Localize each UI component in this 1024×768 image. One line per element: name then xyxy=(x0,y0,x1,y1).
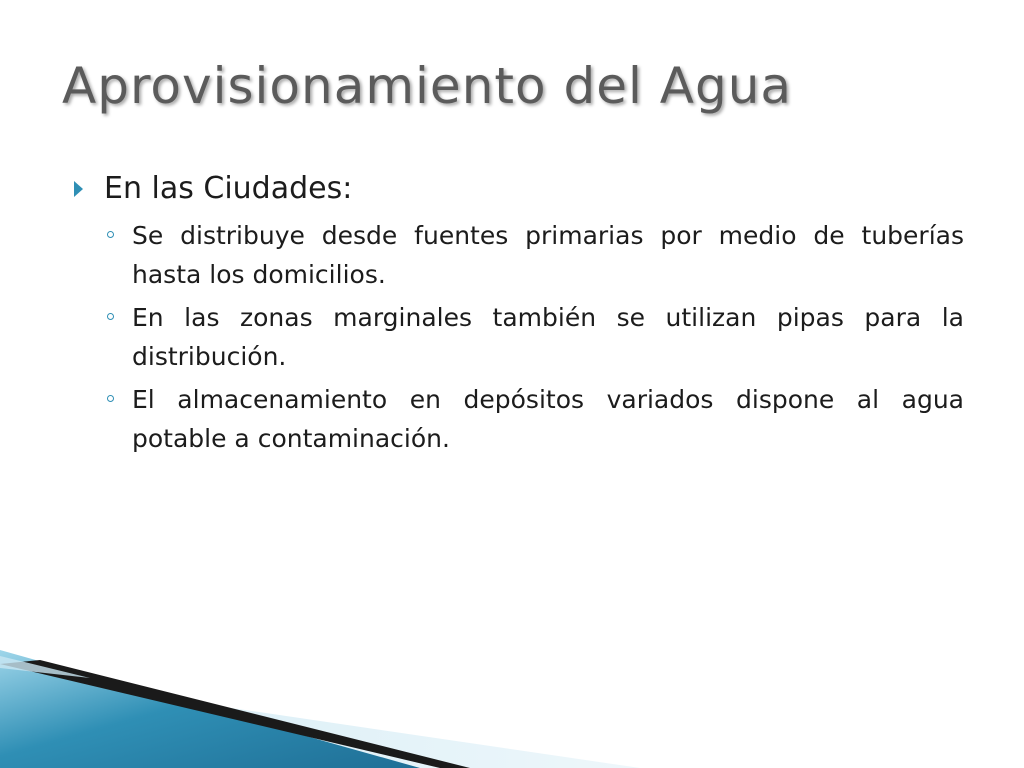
ring-bullet-icon xyxy=(107,395,114,402)
sub-bullet-text: En las zonas marginales también se utilizan pipas para la distribución. xyxy=(132,302,964,371)
arrow-right-icon xyxy=(74,181,83,197)
slide-title: Aprovisionamiento del Agua xyxy=(62,57,793,115)
sub-bullet-item xyxy=(104,380,964,458)
sub-bullet-text: El almacenamiento en depósitos variados dispone al agua potable a contaminación. xyxy=(132,384,964,453)
bullet-level1-text: En las Ciudades: xyxy=(104,171,353,206)
sub-bullet-list xyxy=(74,216,964,458)
sub-bullet-item xyxy=(104,216,964,294)
slide-content xyxy=(74,170,964,462)
bullet-level1 xyxy=(74,170,964,208)
ring-bullet-icon xyxy=(107,313,114,320)
ring-bullet-icon xyxy=(107,231,114,238)
corner-decoration xyxy=(0,638,1024,768)
sub-bullet-item xyxy=(104,298,964,376)
sub-bullet-text: Se distribuye desde fuentes primarias por medio de tuberías hasta los domicilios. xyxy=(132,220,964,289)
